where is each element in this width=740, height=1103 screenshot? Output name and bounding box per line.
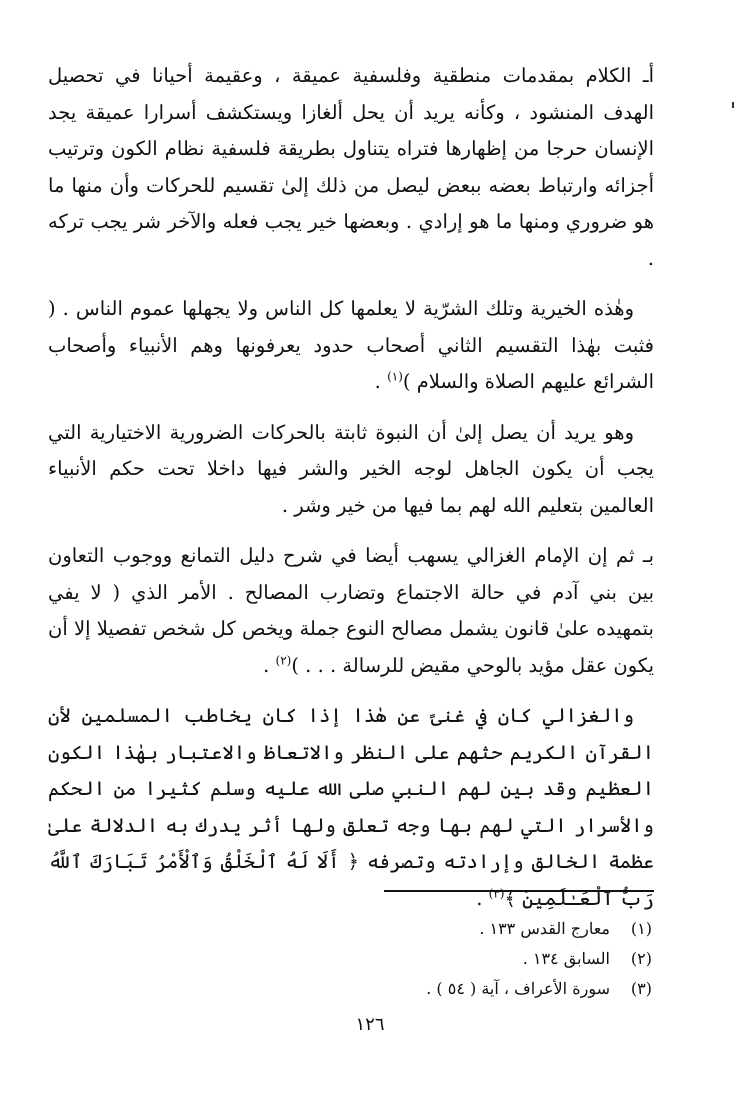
footnote-3-number: (٣) xyxy=(630,979,652,998)
footnote-3 xyxy=(232,974,652,1004)
main-text-body xyxy=(48,58,654,931)
paragraph-2-text: وهٰذه الخيرية وتلك الشرّية لا يعلمها كل الناس ولا يجهلها عموم الناس . ( فثبت بهٰذا التقسيم الثاني أصحاب حدود يعرفونها وهم الأنبياء وأصحاب الشرائع عليهم الصلاة والسلام ) xyxy=(48,297,654,393)
footnote-2-number: (٢) xyxy=(630,949,652,968)
paragraph-3-text: وهو يريد أن يصل إلىٰ أن النبوة ثابتة بالحركات الضرورية الاختيارية التي يجب أن يكون الجاهل لوجه الخير والشر فيها داخلا تحت حكم الأنبياء العالمين بتعليم الله لهم بما فيها من خير وشر . xyxy=(48,420,654,517)
footnote-ref-2: (٢) xyxy=(275,653,292,667)
paragraph-5-text: والغزالي كان في غنىً عن هٰذا إذا كان يخاطب المسلمين لأن القرآن الكريم حثهم على النظر والاتعاظ والاعتبار بهٰذا الكون العظيم وقد بين لهم النبي صلى الله عليه وسلم كثيرا من الحكم والأسرار التي لهم بها وجه تعلق ولها أثر يدرك به الدلالة علىٰ عظمة الخالق وإرادته وتصرفه ﴿ أَلَا لَهُ ٱلْخَلْقُ وَٱلْأَمْرُ تَبَارَكَ ٱللَّهُ رَبُّ ٱلْعَـٰلَمِينَ ﴾ xyxy=(48,704,654,910)
margin-mark xyxy=(732,102,734,108)
footnote-2 xyxy=(232,944,652,974)
footnote-ref-1: (١) xyxy=(387,369,403,384)
footnote-divider xyxy=(384,890,654,892)
paragraph-1-text: أـ الكلام بمقدمات منطقية وفلسفية عميقة ، وعقيمة أحيانا في تحصيل الهدف المنشود ، وكأنه يريد أن يحل ألغازا ويستكشف أسرارا عميقة يجد الإنسان حرجا من إظهارها فتراه يتناول بطريقة فلسفية نظام الكون وترتيب أجزائه وارتباط بعضه ببعض ليصل من ذلك إلىٰ تقسيم للحركات وأن منها ما هو ضروري ومنها ما هو إرادي . وبعضها خير يجب فعله والآخر شر يجب تركه . xyxy=(48,64,654,270)
footnote-2-text: السابق ١٣٤ . xyxy=(522,949,610,968)
footnotes-list xyxy=(232,914,652,1004)
paragraph-2 xyxy=(48,291,654,401)
page-number: ١٢٦ xyxy=(355,1014,385,1035)
paragraph-4 xyxy=(48,538,654,684)
paragraph-2-tail: . xyxy=(374,370,388,393)
footnote-3-text: سورة الأعراف ، آية ( ٥٤ ) . xyxy=(426,979,610,998)
paragraph-1 xyxy=(48,58,654,277)
paragraph-4-tail: . xyxy=(263,653,276,677)
paragraph-4-text: بـ ثم إن الإمام الغزالي يسهب أيضا في شرح دليل التمانع ووجوب التعاون بين بني آدم في حالة الاجتماع وتضارب المصالح . الأمر الذي ( لا يفي بتمهيده علىٰ قانون يشمل مصالح النوع جملة ويخص كل شخص تفصيلا إلا أن يكون عقل مؤيد بالوحي مقيض للرسالة . . . ) xyxy=(48,544,654,677)
paragraph-5 xyxy=(48,698,654,917)
paragraph-3 xyxy=(48,415,654,525)
footnote-1-number: (١) xyxy=(630,919,652,938)
footnote-1 xyxy=(232,914,652,944)
footnote-1-text: معارج القدس ١٣٣ . xyxy=(479,919,610,938)
paragraph-5-tail: . xyxy=(476,886,489,910)
footnote-ref-3: (٣) xyxy=(488,886,505,900)
